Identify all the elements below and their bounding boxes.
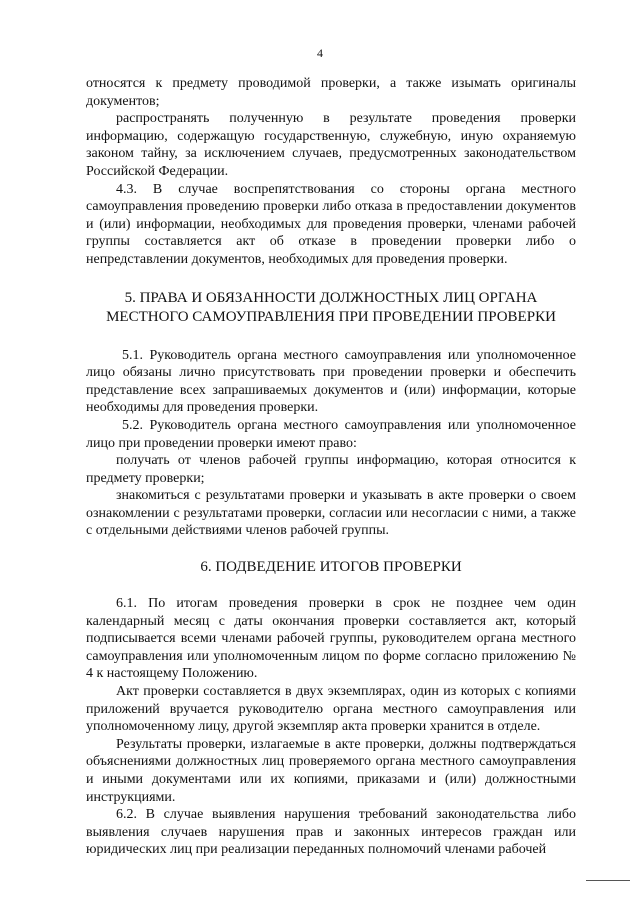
document-body [86,75,576,859]
paragraph-5-1: 5.1. Руководитель органа местного самоуправления или уполномоченное лицо обязаны лично присутствовать при проведении проверки и обеспечить представление всех запрашиваемых документов и (или) информации, которые необходимы для проведения проверки. [86,347,576,416]
section-5-title: 5. ПРАВА И ОБЯЗАННОСТИ ДОЛЖНОСТНЫХ ЛИЦ ОРГАНА МЕСТНОГО САМОУПРАВЛЕНИЯ ПРИ ПРОВЕДЕНИИ ПРОВЕРКИ [106,289,556,325]
paragraph-act-copies: Акт проверки составляется в двух экземплярах, один из которых с копиями приложений вручается руководителю органа местного самоуправления или уполномоченному лицу, другой экземпляр акта проверки хранится в отделе. [86,684,576,735]
paragraph-act-results: Результаты проверки, излагаемые в акте проверки, должны подтверждаться объяснениями должностных лиц проверяемого органа местного самоуправления и иными документами или их копиями, приказами и (или) должностными инструкциями. [86,736,576,805]
paragraph-6-2: 6.2. В случае выявления нарушения требований законодательства либо выявления случаев нарушения прав и законных интересов граждан или юридических лиц при реализации переданных полномочий членами рабочей [86,807,576,858]
paragraph-5-2: 5.2. Руководитель органа местного самоуправления или уполномоченное лицо при проведении проверки имеют право: [86,417,576,451]
paragraph-right-review: знакомиться с результатами проверки и указывать в акте проверки о своем ознакомлении с результатами проверки, согласии или несогласии с ними, а также с отдельными действиями членов рабочей группы. [86,488,576,539]
paragraph-6-1: 6.1. По итогам проведения проверки в срок не позднее чем один календарный месяц с даты окончания проверки составляется акт, который подписывается всеми членами рабочей группы, руководителем органа местного самоуправления или уполномоченным лицом по форме согласно приложению № 4 к настоящему Положению. [86,596,576,682]
section-6-title: 6. ПОДВЕДЕНИЕ ИТОГОВ ПРОВЕРКИ [200,559,462,576]
page-number: 4 [317,46,323,60]
paragraph-4-3: 4.3. В случае воспрепятствования со стороны органа местного самоуправления проведению проверки либо отказа в предоставлении документов и (или) информации, необходимых для проведения проверки, членами рабочей группы составляется акт об отказе в проведении проверки либо о непредставлении документов, необходимых для проведения проверки. [86,181,576,267]
paragraph-disclosure: распространять полученную в результате проведения проверки информацию, содержащую государственную, служебную, иную охраняемую законом тайну, за исключением случаев, предусмотренных законодательством Российской Федерации. [86,111,576,179]
footer-divider [586,880,630,881]
paragraph-right-info: получать от членов рабочей группы информацию, которая относится к предмету проверки; [86,453,576,486]
paragraph-continuation: относятся к предмету проводимой проверки, а также изымать оригиналы документов; [86,76,576,109]
